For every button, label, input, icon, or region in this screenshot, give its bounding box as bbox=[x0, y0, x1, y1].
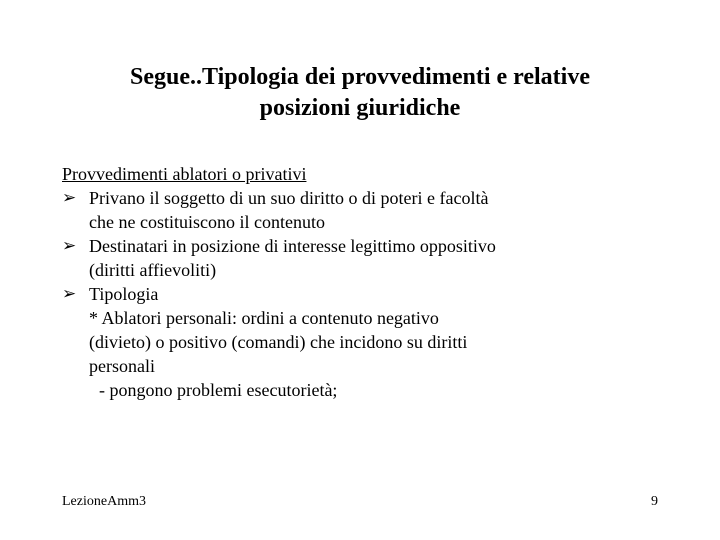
bullet-item-3 bbox=[62, 282, 682, 402]
sub-sub-item: - pongono problemi esecutorietà; bbox=[99, 380, 338, 400]
arrowhead-bullet-icon: ➢ bbox=[62, 236, 77, 256]
sub-item-line-3: personali bbox=[89, 356, 155, 376]
bullet-1-line-1: Privano il soggetto di un suo diritto o di poteri e facoltà bbox=[89, 188, 489, 208]
arrowhead-bullet-icon: ➢ bbox=[62, 284, 77, 304]
slide-title-line-1: Segue..Tipologia dei provvedimenti e relative bbox=[130, 64, 590, 90]
section-heading: Provvedimenti ablatori o privativi bbox=[62, 164, 307, 184]
bullet-3-line-1: Tipologia bbox=[89, 284, 159, 304]
slide-title-line-2: posizioni giuridiche bbox=[259, 95, 461, 121]
sub-item-line-2: (divieto) o positivo (comandi) che incidono su diritti bbox=[89, 332, 468, 352]
bullet-2-line-2: (diritti affievoliti) bbox=[89, 260, 217, 280]
slide-body bbox=[62, 162, 682, 402]
page-number: 9 bbox=[651, 494, 658, 509]
slide-title bbox=[0, 62, 720, 124]
bullet-1-line-2: che ne costituiscono il contenuto bbox=[89, 212, 325, 232]
arrowhead-bullet-icon: ➢ bbox=[62, 188, 77, 208]
bullet-item-2 bbox=[62, 234, 682, 282]
sub-item-line-1: * Ablatori personali: ordini a contenuto negativo bbox=[89, 308, 439, 328]
bullet-item-1 bbox=[62, 186, 682, 234]
bullet-2-line-1: Destinatari in posizione di interesse legittimo oppositivo bbox=[89, 236, 496, 256]
footer-lesson-label: LezioneAmm3 bbox=[62, 494, 146, 509]
